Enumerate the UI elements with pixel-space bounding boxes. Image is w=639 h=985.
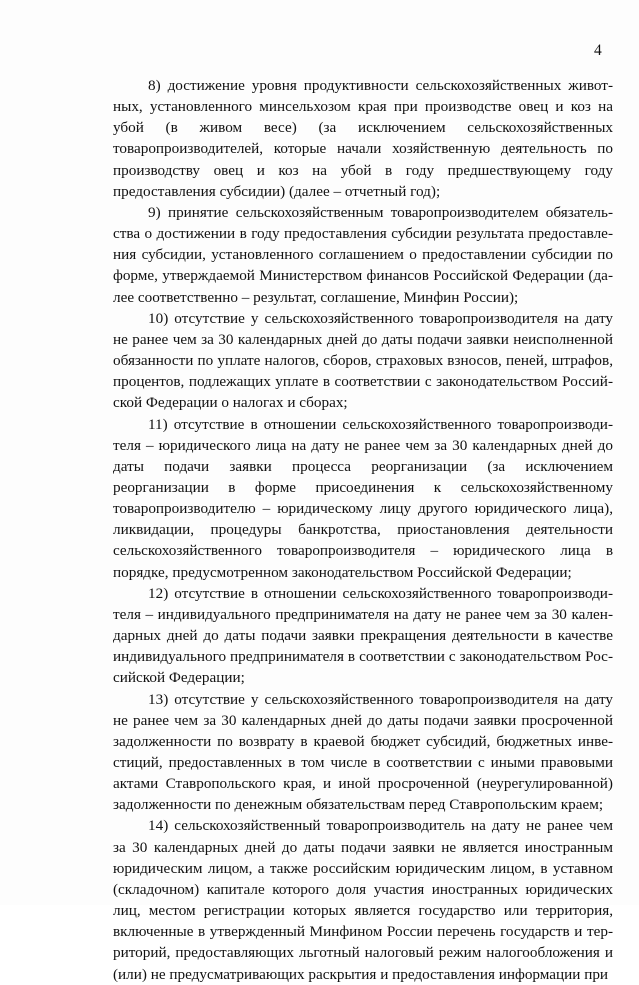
- paragraph-item-12: 12) отсутствие в отношении сельскохозяйственного товаропроизводителя – индивидуального предпринимателя на дату не ранее чем за 30 календарных дней до даты подачи заявки прекращения деятельности в качестве индивидуального предпринимателя в соответствии с законодательством Российской Федерации;: [113, 584, 613, 687]
- paragraph-item-13: 13) отсутствие у сельскохозяйственного товаропроизводителя на дату не ранее чем за 30 календарных дней до даты подачи заявки просроченной задолженности по возврату в краевой бюджет субсидий, бюджетных инвестиций, предоставленных в том числе в соответствии с иными правовыми актами Ставропольского края, и иной просроченной (неурегулированной) задолженности по денежным обязательствам перед Ставропольским краем;: [113, 690, 613, 814]
- paragraph-item-14: 14) сельскохозяйственный товаропроизводитель на дату не ранее чем за 30 календарных дней до даты подачи заявки не является иностранным юридическим лицом, а также российским юридическим лицом, в уставном (складочном) капитале которого доля участия иностранных юридических лиц, местом регистрации которых является государство или территория, включенные в утвержденный Минфином России перечень государств и территорий, предоставляющих льготный налоговый режим налогообложения и (или) не предусматривающих раскрытия и предоставления информации при: [113, 817, 613, 983]
- paragraph-item-8: 8) достижение уровня продуктивности сельскохозяйственных животных, установленного минсельхозом края при производстве овец и коз на убой (в живом весе) (за исключением сельскохозяйственных товаропроизводителей, которые начали хозяйственную деятельность по производству овец и коз на убой в году предшествующему году предоставления субсидии) (далее – отчетный год);: [113, 77, 613, 200]
- paragraph-item-9: 9) принятие сельскохозяйственным товаропроизводителем обязательства о достижении в году предоставления субсидии результата предоставления субсидии, установленного соглашением о предоставлении субсидии по форме, утверждаемой Министерством финансов Российской Федерации (далее соответственно – результат, соглашение, Минфин России);: [113, 203, 613, 306]
- document-body: [113, 75, 613, 985]
- paragraph-item-10: 10) отсутствие у сельскохозяйственного товаропроизводителя на дату не ранее чем за 30 календарных дней до даты подачи заявки неисполненной обязанности по уплате налогов, сборов, страховых взносов, пеней, штрафов, процентов, подлежащих уплате в соответствии с законодательством Российской Федерации о налогах и сборах;: [113, 309, 613, 412]
- paragraph-item-11: 11) отсутствие в отношении сельскохозяйственного товаропроизводителя – юридического лица на дату не ранее чем за 30 календарных дней до даты подачи заявки процесса реорганизации (за исключением реорганизации в форме присоединения к сельскохозяйственному товаропроизводителю – юридическому лицу другого юридического лица), ликвидации, процедуры банкротства, приостановления деятельности сельскохозяйственного товаропроизводителя – юридического лица в порядке, предусмотренном законодательством Российской Федерации;: [113, 415, 613, 581]
- page-number: 4: [594, 42, 602, 59]
